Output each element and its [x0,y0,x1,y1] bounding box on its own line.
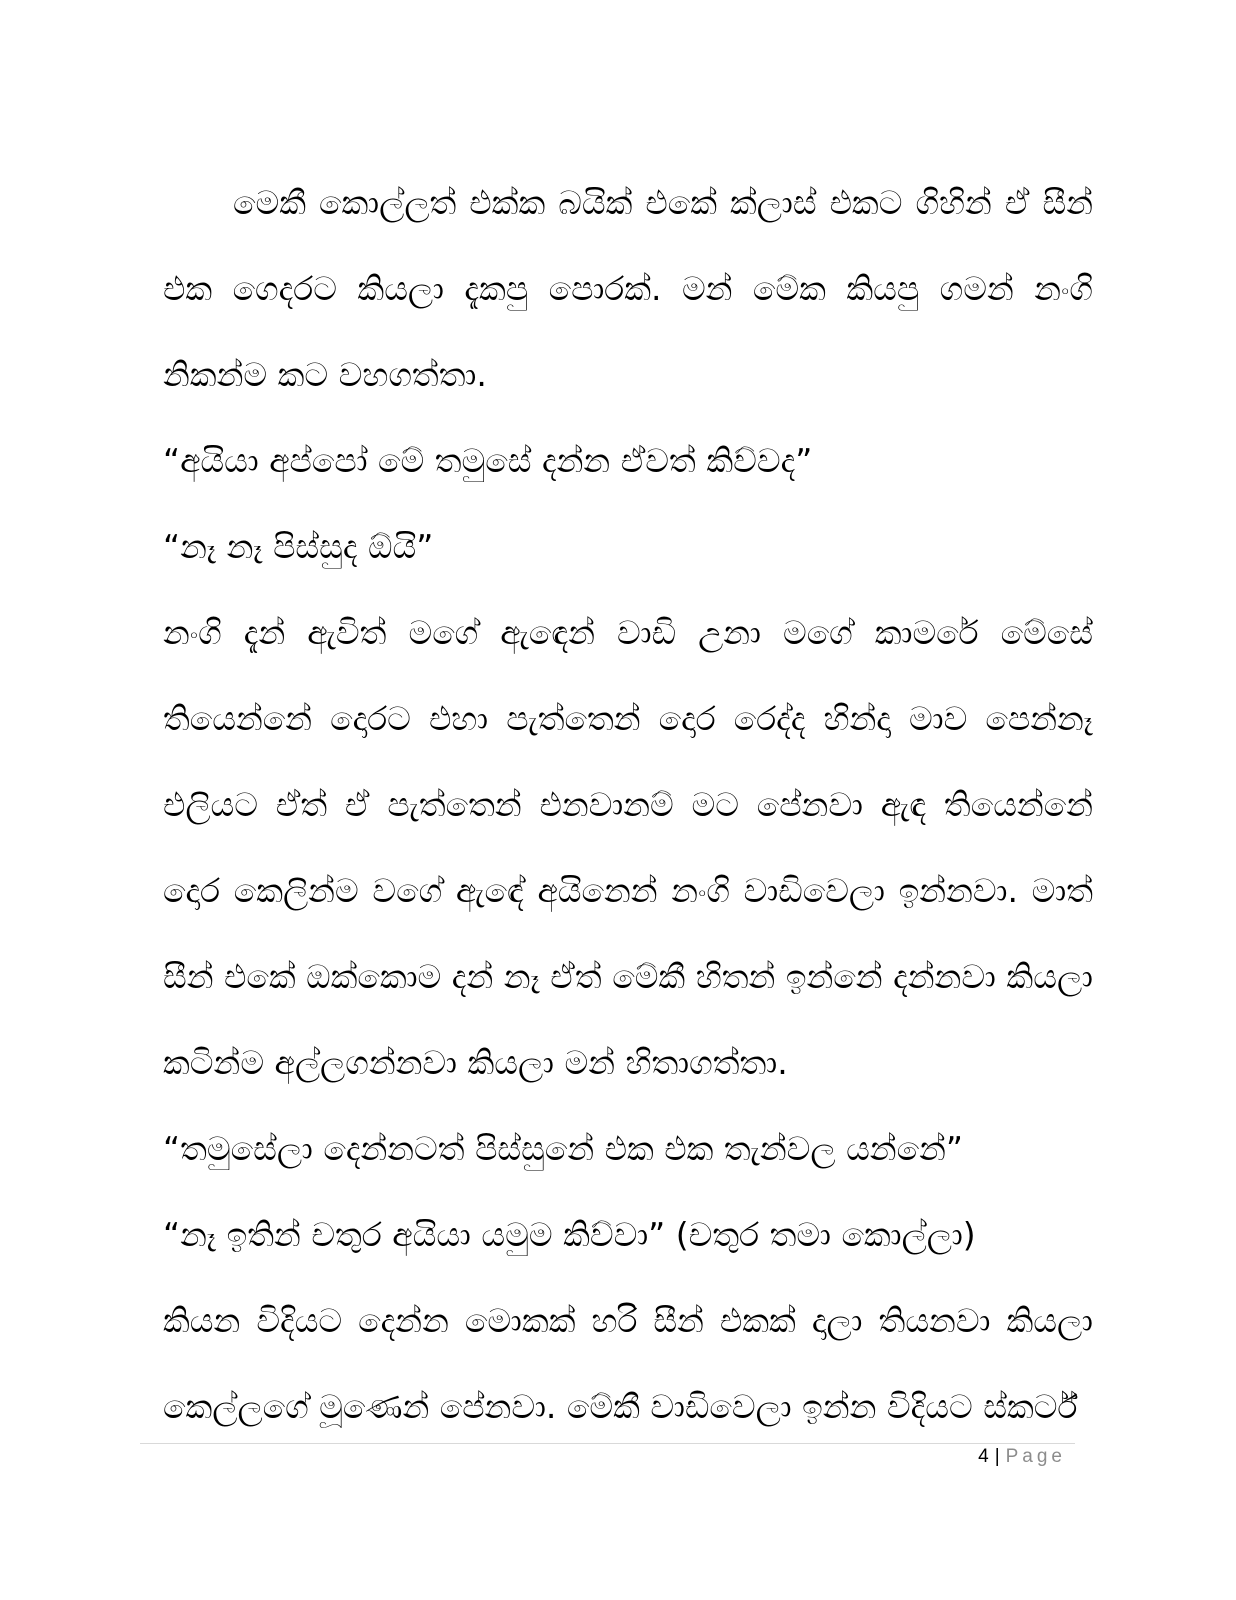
paragraph-1: මෙකී කොල්ලත් එක්ක බයික් එකේ ක්ලාස් එකට ගිහින් ඒ සීන් එක ගෙදරට කියලා දැකපු පොරක්. මන් මේක කියපු ගමන් නංගි නිකන්ම කට වහගත්තා. [163,183,1093,394]
paragraph-7: කියන විදියට දෙන්න මොකක් හරි සීන් එකක් දාලා තියනවා කියලා කෙල්ලගේ මූණෙන් පේනවා. මේකී වාඩිවෙලා ඉන්න විදියට ස්කර්ට් [163,1301,1093,1426]
page-label: Page [1005,1446,1066,1467]
paragraph-2: “අයියා අප්පෝ මේ තමුසේ දන්න ඒවත් කිව්වද” [163,441,813,480]
page-footer [978,1446,1066,1468]
page-body [163,160,1093,1450]
paragraph-4: නංගි දැන් ඇවිත් මගේ ඇඳෙන් වාඩි උනා මගේ කාමරේ මේසේ තියෙන්නේ දොරට එහා පැත්තෙන් දොර රෙද්ද හින්දා මාව පෙන්නෑ එලියට ඒත් ඒ පැත්තෙන් එනවානම් මට පේනවා ඇඳ තියෙන්නේ දොර කෙලින්ම වගේ ඇඳේ අයිනෙන් නංගි වාඩිවෙලා ඉන්නවා. මාත් සීන් එකේ ඔක්කොම දන් නෑ ඒත් මේකී හිතන් ඉන්නේ දන්නවා කියලා කටින්ම අල්ලගන්නවා කියලා මන් හිතාගත්තා. [163,613,1093,1082]
paragraph-3: “නෑ නෑ පිස්සුද ඕයි” [163,527,434,566]
page-number: 4 [978,1446,989,1467]
paragraph-6: “නෑ ඉතින් චතුර අයියා යමුම කිව්වා” (චතුර තමා කොල්ලා) [163,1215,976,1254]
footer-divider [140,1443,1075,1444]
paragraph-5: “තමුසේලා දෙන්නටත් පිස්සුනේ එක එක තැන්වල යන්නේ” [163,1129,963,1168]
footer-separator: | [994,1446,1000,1467]
